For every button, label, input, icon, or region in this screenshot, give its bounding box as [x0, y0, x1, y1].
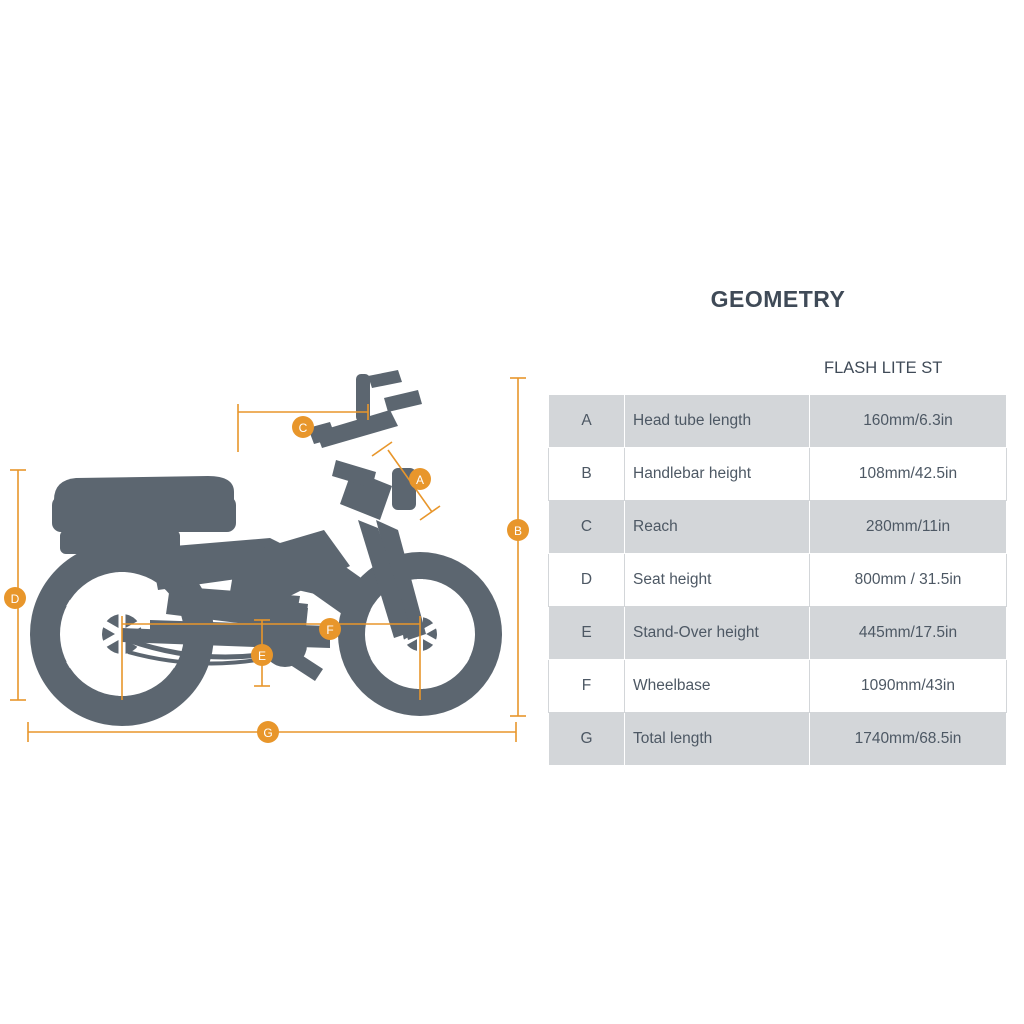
- table-row: [549, 554, 1007, 607]
- row-letter: F: [549, 660, 625, 713]
- row-letter: C: [549, 501, 625, 554]
- svg-text:D: D: [10, 592, 20, 606]
- table-row: [549, 501, 1007, 554]
- page-title: GEOMETRY: [710, 286, 846, 312]
- table-header-row: [549, 342, 1007, 395]
- table-row: [549, 395, 1007, 448]
- table-row: [549, 713, 1007, 766]
- row-name: Stand-Over height: [625, 607, 810, 660]
- row-letter: E: [549, 607, 625, 660]
- header-name-cell: [625, 342, 810, 395]
- row-name: Head tube length: [625, 395, 810, 448]
- row-value: 280mm/11in: [810, 501, 1007, 554]
- svg-text:G: G: [263, 726, 273, 740]
- row-name: Handlebar height: [625, 448, 810, 501]
- row-name: Reach: [625, 501, 810, 554]
- row-letter: G: [549, 713, 625, 766]
- svg-text:B: B: [513, 524, 523, 538]
- svg-text:C: C: [298, 421, 308, 435]
- row-name: Total length: [625, 713, 810, 766]
- svg-text:F: F: [326, 623, 334, 637]
- row-value: 800mm / 31.5in: [810, 554, 1007, 607]
- svg-text:A: A: [415, 473, 425, 487]
- row-value: 160mm/6.3in: [810, 395, 1007, 448]
- header-model-cell: FLASH LITE ST: [810, 342, 1007, 395]
- table-row: [549, 660, 1007, 713]
- row-letter: B: [549, 448, 625, 501]
- row-letter: A: [549, 395, 625, 448]
- geometry-table: [548, 341, 1007, 766]
- geometry-panel: [548, 286, 1008, 766]
- row-value: 445mm/17.5in: [810, 607, 1007, 660]
- row-value: 1740mm/68.5in: [810, 713, 1007, 766]
- table-row: [549, 607, 1007, 660]
- bike-silhouette: [30, 370, 502, 726]
- row-value: 1090mm/43in: [810, 660, 1007, 713]
- row-name: Wheelbase: [625, 660, 810, 713]
- header-letter-cell: [549, 342, 625, 395]
- table-row: [549, 448, 1007, 501]
- svg-text:E: E: [257, 649, 267, 663]
- row-letter: D: [549, 554, 625, 607]
- row-name: Seat height: [625, 554, 810, 607]
- row-value: 108mm/42.5in: [810, 448, 1007, 501]
